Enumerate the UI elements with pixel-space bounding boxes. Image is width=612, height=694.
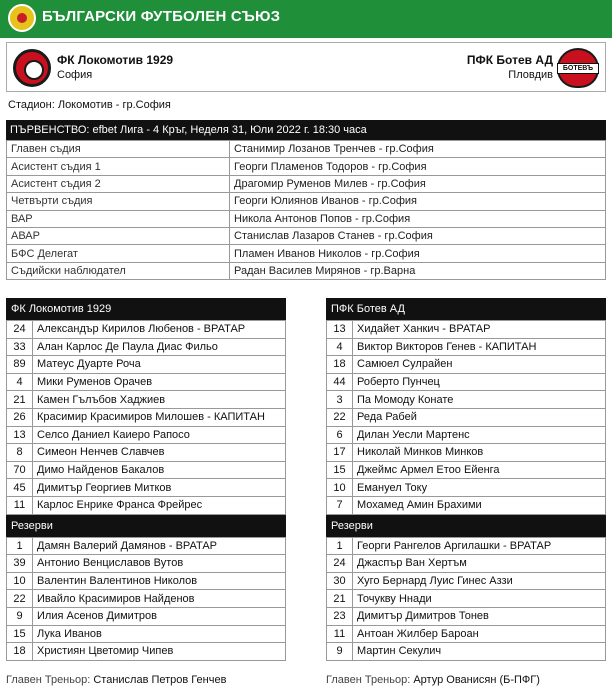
player-number: 18	[7, 643, 33, 661]
coach-name: Артур Ованисян (Б-ПФГ)	[413, 674, 540, 686]
player-row	[7, 643, 286, 661]
coach-label: Главен Треньор:	[326, 674, 411, 686]
player-number: 70	[7, 461, 33, 479]
player-row	[327, 643, 606, 661]
player-number: 13	[327, 321, 353, 339]
player-name: Селсо Даниел Каиеро Рапосо	[33, 426, 286, 444]
player-number: 23	[327, 607, 353, 625]
coach-name: Станислав Петров Генчев	[93, 674, 227, 686]
player-number: 4	[7, 373, 33, 391]
player-name: Роберто Пунчец	[353, 373, 606, 391]
player-row	[327, 607, 606, 625]
player-name: Симеон Ненчев Славчев	[33, 444, 286, 462]
player-number: 18	[327, 356, 353, 374]
player-name: Валентин Валентинов Николов	[33, 572, 286, 590]
player-number: 1	[327, 537, 353, 555]
player-number: 22	[327, 408, 353, 426]
player-row	[327, 338, 606, 356]
player-row	[327, 555, 606, 573]
away-reserves-table	[326, 537, 606, 661]
player-number: 9	[327, 643, 353, 661]
away-coach	[326, 674, 540, 686]
player-number: 33	[7, 338, 33, 356]
player-row	[7, 391, 286, 409]
player-row	[7, 373, 286, 391]
player-number: 21	[7, 391, 33, 409]
player-number: 10	[7, 572, 33, 590]
player-name: Дамян Валерий Дамянов - ВРАТАР	[33, 537, 286, 555]
home-team-city: София	[57, 69, 93, 81]
player-name: Точукву Ннади	[353, 590, 606, 608]
player-row	[7, 338, 286, 356]
away-starters-table	[326, 320, 606, 515]
player-row	[7, 461, 286, 479]
player-name: Мохамед Амин Брахими	[353, 496, 606, 514]
player-name: Димитър Георгиев Митков	[33, 479, 286, 497]
official-name: Драгомир Руменов Милев - гр.София	[230, 175, 606, 192]
player-number: 13	[7, 426, 33, 444]
match-info: ПЪРВЕНСТВО: efbet Лига - 4 Кръг, Неделя 31, Юли 2022 г. 18:30 часа	[6, 120, 606, 140]
player-row	[327, 625, 606, 643]
player-row	[7, 537, 286, 555]
player-name: Мартин Секулич	[353, 643, 606, 661]
player-name: Самюел Сулрайен	[353, 356, 606, 374]
player-name: Хидайет Ханкич - ВРАТАР	[353, 321, 606, 339]
official-name: Пламен Иванов Николов - гр.София	[230, 245, 606, 262]
home-team-name: ФК Локомотив 1929	[57, 53, 174, 67]
player-name: Антоан Жилбер Бароан	[353, 625, 606, 643]
official-row	[7, 262, 606, 279]
player-number: 3	[327, 391, 353, 409]
away-crest-icon	[557, 48, 599, 88]
player-number: 15	[327, 461, 353, 479]
home-coach	[6, 674, 226, 686]
player-row	[327, 321, 606, 339]
player-row	[7, 555, 286, 573]
player-row	[327, 444, 606, 462]
official-role: ВАР	[7, 210, 230, 227]
player-row	[327, 537, 606, 555]
player-name: Джаспър Ван Хертъм	[353, 555, 606, 573]
player-name: Димо Найденов Бакалов	[33, 461, 286, 479]
official-row	[7, 158, 606, 175]
player-number: 21	[327, 590, 353, 608]
player-name: Джеймс Армел Етоо Ейенга	[353, 461, 606, 479]
player-number: 89	[7, 356, 33, 374]
coach-label: Главен Треньор:	[6, 674, 91, 686]
player-number: 4	[327, 338, 353, 356]
official-row	[7, 193, 606, 210]
official-row	[7, 245, 606, 262]
player-name: Емануел Току	[353, 479, 606, 497]
federation-title: БЪЛГАРСКИ ФУТБОЛЕН СЪЮЗ	[42, 8, 281, 25]
official-role: Четвърти съдия	[7, 193, 230, 210]
player-row	[327, 496, 606, 514]
player-row	[7, 625, 286, 643]
player-row	[327, 391, 606, 409]
player-row	[7, 444, 286, 462]
away-squad-title: ПФК Ботев АД	[326, 298, 606, 320]
away-reserves-title: Резерви	[326, 515, 606, 537]
player-number: 39	[7, 555, 33, 573]
player-number: 24	[327, 555, 353, 573]
player-number: 6	[327, 426, 353, 444]
official-name: Станислав Лазаров Станев - гр.София	[230, 227, 606, 244]
player-name: Виктор Викторов Генев - КАПИТАН	[353, 338, 606, 356]
official-name: Станимир Лозанов Тренчев - гр.София	[230, 141, 606, 158]
official-row	[7, 175, 606, 192]
official-role: АВАР	[7, 227, 230, 244]
player-name: Реда Рабей	[353, 408, 606, 426]
player-name: Лука Иванов	[33, 625, 286, 643]
player-name: Па Момоду Конате	[353, 391, 606, 409]
player-name: Мики Руменов Орачев	[33, 373, 286, 391]
player-number: 22	[7, 590, 33, 608]
away-squad	[326, 298, 606, 661]
player-number: 17	[327, 444, 353, 462]
player-name: Алан Карлос Де Паула Диас Фильо	[33, 338, 286, 356]
player-number: 24	[7, 321, 33, 339]
officials-table	[6, 140, 606, 280]
player-name: Камен Гълъбов Хаджиев	[33, 391, 286, 409]
player-name: Георги Рангелов Аргилашки - ВРАТАР	[353, 537, 606, 555]
player-name: Ивайло Красимиров Найденов	[33, 590, 286, 608]
federation-header	[0, 0, 612, 38]
official-name: Георги Пламенов Тодоров - гр.София	[230, 158, 606, 175]
player-name: Александър Кирилов Любенов - ВРАТАР	[33, 321, 286, 339]
player-number: 15	[7, 625, 33, 643]
player-number: 44	[327, 373, 353, 391]
official-role: Асистент съдия 1	[7, 158, 230, 175]
away-team-city: Пловдив	[508, 69, 553, 81]
home-reserves-title: Резерви	[6, 515, 286, 537]
player-number: 11	[327, 625, 353, 643]
official-role: Съдийски наблюдател	[7, 262, 230, 279]
player-number: 9	[7, 607, 33, 625]
player-row	[327, 373, 606, 391]
home-starters-table	[6, 320, 286, 515]
player-number: 30	[327, 572, 353, 590]
player-name: Антонио Венциславов Вутов	[33, 555, 286, 573]
player-number: 26	[7, 408, 33, 426]
player-number: 1	[7, 537, 33, 555]
official-role: Главен съдия	[7, 141, 230, 158]
player-name: Николай Минков Минков	[353, 444, 606, 462]
player-row	[327, 461, 606, 479]
player-row	[327, 408, 606, 426]
official-name: Георги Юлиянов Иванов - гр.София	[230, 193, 606, 210]
player-name: Красимир Красимиров Милошев - КАПИТАН	[33, 408, 286, 426]
player-row	[7, 607, 286, 625]
match-officials-panel	[6, 120, 606, 280]
official-row	[7, 210, 606, 227]
stadium-info: Стадион: Локомотив - гр.София	[8, 99, 171, 111]
player-number: 11	[7, 496, 33, 514]
player-row	[327, 479, 606, 497]
player-row	[7, 479, 286, 497]
player-row	[7, 356, 286, 374]
official-name: Никола Антонов Попов - гр.София	[230, 210, 606, 227]
player-row	[7, 408, 286, 426]
player-name: Матеус Дуарте Роча	[33, 356, 286, 374]
home-squad	[6, 298, 286, 661]
home-reserves-table	[6, 537, 286, 661]
player-name: Карлос Енрике Франса Фрейрес	[33, 496, 286, 514]
player-number: 8	[7, 444, 33, 462]
official-name: Радан Василев Мирянов - гр.Варна	[230, 262, 606, 279]
player-name: Дилан Уесли Мартенс	[353, 426, 606, 444]
official-role: Асистент съдия 2	[7, 175, 230, 192]
player-row	[7, 321, 286, 339]
official-row	[7, 141, 606, 158]
player-row	[7, 572, 286, 590]
player-name: Християн Цветомир Чипев	[33, 643, 286, 661]
teams-panel	[6, 42, 606, 92]
player-row	[327, 356, 606, 374]
player-number: 7	[327, 496, 353, 514]
player-row	[327, 426, 606, 444]
home-squad-title: ФК Локомотив 1929	[6, 298, 286, 320]
player-row	[327, 590, 606, 608]
official-role: БФС Делегат	[7, 245, 230, 262]
player-row	[7, 426, 286, 444]
away-team-name: ПФК Ботев АД	[466, 53, 553, 67]
home-crest-icon	[13, 49, 51, 87]
player-row	[7, 590, 286, 608]
player-name: Хуго Бернард Луис Гинес Аззи	[353, 572, 606, 590]
player-number: 10	[327, 479, 353, 497]
player-name: Димитър Димитров Тонев	[353, 607, 606, 625]
player-row	[327, 572, 606, 590]
official-row	[7, 227, 606, 244]
player-name: Илия Асенов Димитров	[33, 607, 286, 625]
player-row	[7, 496, 286, 514]
player-number: 45	[7, 479, 33, 497]
federation-logo-icon	[8, 4, 36, 32]
